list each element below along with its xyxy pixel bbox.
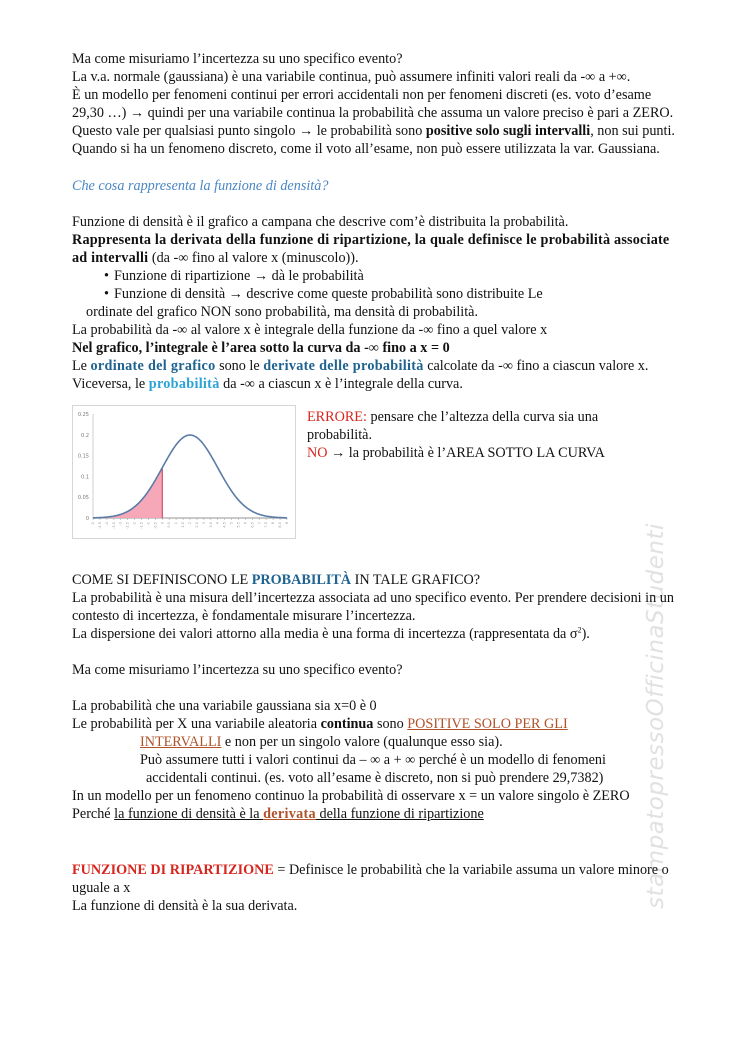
bullet-icon: •	[104, 268, 109, 284]
continuous-positive-line: Le probabilità per X una variabile aleatoria continua sono POSITIVE SOLO PER GLI	[72, 716, 568, 732]
section-gaussian-intro	[72, 50, 678, 158]
section-continuous-variable	[72, 697, 678, 823]
y-tick-label: 0.05	[77, 495, 89, 502]
section-heading-density: Che cosa rappresenta la funzione di densità?	[72, 178, 329, 194]
error-note: ERRORE: pensare che l’altezza della curva sia una probabilità.	[307, 409, 599, 443]
because-line: Perché la funzione di densità è la derivata della funzione di ripartizione	[72, 806, 484, 822]
continuous-positive-continuation: INTERVALLI e non per un singolo valore (qualunque esso sia).	[140, 734, 503, 750]
watermark-text: stampatopressoOfficinaStudenti	[643, 523, 669, 909]
x-tick-label: -0.5	[153, 522, 158, 529]
figure-row	[72, 405, 678, 557]
x-tick-label: 8.5	[278, 522, 283, 528]
document-page	[72, 50, 678, 915]
y-tick-label: 0.25	[77, 412, 89, 418]
no-note: NO → la probabilità è l’AREA SOTTO LA CURVA	[307, 445, 605, 461]
highlight-derivata: derivata	[263, 806, 316, 822]
section-heading-probability: COME SI DEFINISCONO LE PROBABILITÀ IN TALE GRAFICO?	[72, 572, 481, 588]
x-tick-label: -5	[91, 522, 95, 526]
normal-density-chart	[72, 405, 296, 539]
x-tick-label: -3	[118, 522, 123, 526]
no-label: NO	[307, 445, 328, 461]
emphasis-intervals: positive solo sugli intervalli	[425, 123, 591, 139]
normal-variable-line: La v.a. normale (gaussiana) è una variabile continua, può assumere infiniti valori reali da -∞ a +∞.	[72, 69, 631, 85]
point-probability-paragraph: Questo vale per qualsiasi punto singolo → le probabilità sono positive solo sugli intervalli, non sui punti.	[72, 123, 675, 139]
highlight-derivatives: derivate delle probabilità	[263, 358, 424, 374]
x-tick-label: -2	[132, 522, 137, 526]
figure-caption	[307, 408, 647, 462]
discrete-note: Quando si ha un fenomeno discreto, come il voto all’esame, non può essere utilizzata la var. Gaussiana.	[72, 141, 660, 157]
shaded-area	[93, 468, 162, 518]
section-density-function	[72, 213, 678, 393]
error-label: ERRORE:	[307, 409, 367, 425]
x-tick-label: 3.5	[208, 522, 213, 528]
x-tick-label: -4.5	[97, 522, 102, 529]
y-tick-label: 0.2	[81, 432, 89, 439]
highlight-probabilita: PROBABILITÀ	[251, 572, 352, 588]
x-tick-label: -3.5	[111, 522, 116, 529]
y-tick-label: 0.15	[77, 453, 89, 460]
model-zero-line: In un modello per un fenomeno continuo la probabilità di osservare x = un valore singolo è ZERO	[72, 788, 630, 804]
highlight-ordinate: ordinate del grafico	[90, 358, 216, 374]
x-tick-label: 1.5	[181, 522, 186, 528]
bullet-item: • Funzione di ripartizione → dà le probabilità	[104, 268, 364, 284]
x-tick-label: -2.5	[125, 522, 130, 529]
link-positive-intervals: POSITIVE SOLO PER GLI	[407, 716, 568, 732]
x-tick-label: 0.5	[167, 522, 172, 528]
highlight-probability: probabilità	[148, 376, 220, 392]
y-tick-label: 0.1	[81, 474, 89, 481]
x-tick-label: 0	[160, 522, 165, 525]
x-tick-label: -1	[146, 522, 151, 526]
term-cdf: FUNZIONE DI RIPARTIZIONE	[72, 862, 274, 878]
x-tick-label: 9	[285, 522, 289, 525]
continuous-model-paragraph: È un modello per fenomeni continui per errori accidentali non per fenomeni discreti (es. voto d’esame 29,30 …) → quindi per una variabile continua la probabilità che assuma un valore preciso è pari a ZERO.	[72, 87, 674, 121]
viceversa-line: Viceversa, le probabilità da -∞ a ciascun x è l’integrale della curva.	[72, 376, 463, 392]
probability-measure-paragraph: La probabilità è una misura dell’incertezza associata ad uno specifico evento. Per prendere decisioni in un contesto di incertezza, è fondamentale misurare l’incertezza.	[72, 590, 674, 624]
bullet-icon: •	[104, 286, 109, 302]
zero-probability-line: La probabilità che una variabile gaussiana sia x=0 è 0	[72, 698, 377, 714]
question-line: Ma come misuriamo l’incertezza su uno specifico evento?	[72, 51, 403, 67]
x-tick-label: 5	[229, 522, 234, 525]
link-intervalli: INTERVALLI	[140, 734, 222, 750]
bullet-item: • Funzione di densità → descrive come queste probabilità sono distribuite Le	[104, 286, 543, 302]
x-tick-label: 2.5	[194, 522, 199, 528]
range-line-continuation: accidentali continui. (es. voto all’esame è discreto, non si può prendere 29,7382)	[146, 770, 604, 786]
x-tick-label: 8	[271, 522, 276, 525]
density-intro: Funzione di densità è il grafico a campana che descrive com’è distribuita la probabilità.	[72, 214, 569, 230]
bullet-continuation: ordinate del grafico NON sono probabilità, ma densità di probabilità.	[86, 304, 479, 320]
x-tick-label: 6	[243, 522, 248, 525]
x-tick-label: 7.5	[264, 522, 269, 528]
x-tick-label: 5.5	[236, 522, 241, 528]
x-tick-label: 1	[174, 522, 179, 525]
derivative-note: La funzione di densità è la sua derivata.	[72, 898, 298, 914]
x-tick-label: 4	[215, 522, 220, 525]
y-tick-label: 0	[85, 516, 89, 522]
bold-integral-line: Nel grafico, l’integrale è l’area sotto la curva da -∞ fino a x = 0	[72, 340, 450, 356]
dispersion-line: La dispersione dei valori attorno alla media è una forma di incertezza (rappresentata da $\sigma^2$).	[72, 625, 590, 642]
x-tick-label: 2	[188, 522, 192, 525]
section-cdf	[72, 861, 678, 915]
range-line: Può assumere tutti i valori continui da – ∞ a + ∞ perché è un modello di fenomeni	[140, 752, 606, 768]
question-line-repeat: Ma come misuriamo l’incertezza su uno specifico evento?	[72, 662, 403, 678]
integral-line: La probabilità da -∞ al valore x è integrale della funzione da -∞ fino a quel valore x	[72, 322, 548, 338]
ordinate-line: Le ordinate del grafico sono le derivate delle probabilità calcolate da -∞ fino a ciascun valore x.	[72, 358, 649, 374]
section-probability-definition	[72, 571, 678, 679]
x-tick-label: -1.5	[139, 522, 144, 529]
derivative-definition: Rappresenta la derivata della funzione di ripartizione, la quale definisce le probabilità associate ad intervalli (da -∞ fino al valore x (minuscolo)).	[72, 232, 670, 266]
cdf-definition: FUNZIONE DI RIPARTIZIONE = Definisce le probabilità che la variabile assuma un valore minore o uguale a x	[72, 862, 669, 896]
chart-svg	[73, 406, 295, 538]
x-tick-label: 6.5	[250, 522, 255, 528]
x-tick-label: 4.5	[222, 522, 227, 528]
density-curve	[93, 435, 287, 518]
x-tick-label: 3	[201, 522, 206, 525]
x-tick-label: 7	[257, 522, 262, 525]
x-tick-label: -4	[104, 522, 109, 526]
